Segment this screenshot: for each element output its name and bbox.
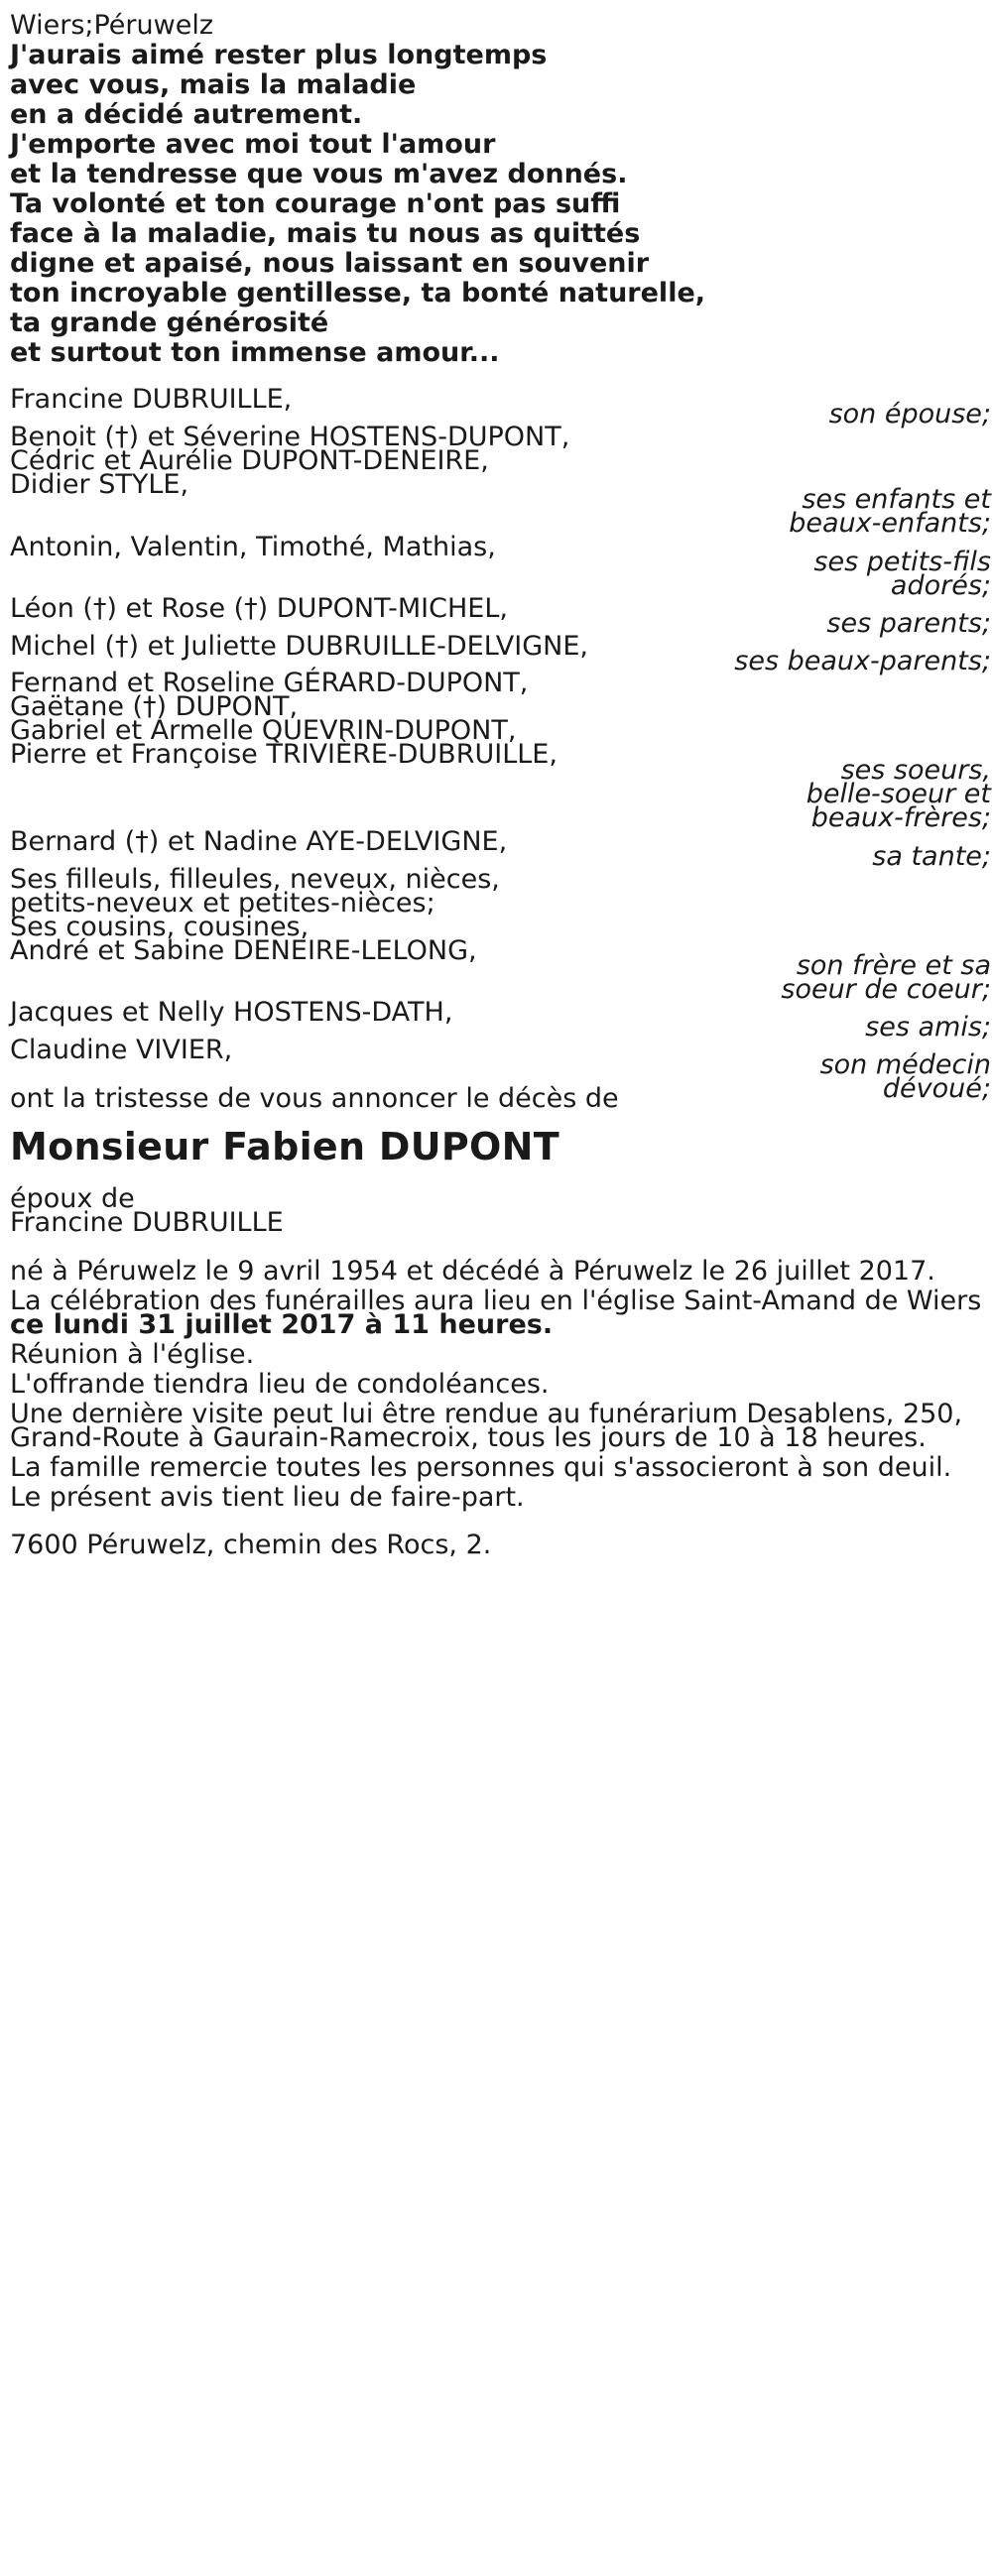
notice-line: Le présent avis tient lieu de faire-part. — [10, 1482, 525, 1513]
family-relation: beaux-frères; — [810, 802, 991, 833]
family-relation: son frère et sa — [796, 950, 991, 981]
family-relation: ses parents; — [826, 608, 991, 639]
thanks-line: La famille remercie toutes les personnes qui s'associeront à son deuil. — [10, 1452, 952, 1483]
family-relation: beaux-enfants; — [789, 508, 991, 539]
spouse-label: époux de — [10, 1183, 135, 1214]
family-relation: belle-soeur et — [806, 779, 991, 809]
poem-line: digne et apaisé, nous laissant en souvenir — [10, 248, 650, 279]
family-name: Bernard (†) et Nadine AYE-DELVIGNE, — [10, 826, 508, 857]
poem-line: en a décidé autrement. — [10, 99, 363, 130]
address: 7600 Péruwelz, chemin des Rocs, 2. — [10, 1530, 492, 1560]
poem-line: ta grande générosité — [10, 307, 329, 338]
family-relation: soeur de coeur; — [781, 974, 991, 1005]
ceremony-line: La célébration des funérailles aura lieu en l'église Saint-Amand de Wiers — [10, 1286, 982, 1316]
family-relation: dévoué; — [882, 1073, 991, 1104]
family-name: Michel (†) et Juliette DUBRUILLE-DELVIGNE, — [10, 631, 589, 662]
poem-line: J'aurais aimé rester plus longtemps — [10, 40, 548, 70]
family-relation: ses petits-fils — [813, 547, 991, 577]
family-name: petits-neveux et petites-nièces; — [10, 888, 435, 919]
family-relation: son médecin — [819, 1049, 991, 1080]
meeting-line: Réunion à l'église. — [10, 1339, 255, 1370]
family-name: Claudine VIVIER, — [10, 1035, 233, 1065]
poem-line: Ta volonté et ton courage n'ont pas suffi — [10, 188, 621, 219]
family-relation: adorés; — [890, 570, 991, 601]
birth-death-line: né à Péruwelz le 9 avril 1954 et décédé à Péruwelz le 26 juillet 2017. — [10, 1256, 935, 1287]
family-name: Francine DUBRUILLE, — [10, 384, 293, 415]
poem-line: et surtout ton immense amour... — [10, 337, 500, 368]
family-relation: ses amis; — [865, 1012, 991, 1043]
announcement-text: ont la tristesse de vous annoncer le décès de — [10, 1083, 619, 1114]
spouse-name: Francine DUBRUILLE — [10, 1207, 284, 1238]
family-name: Gabriel et Armelle QUEVRIN-DUPONT, — [10, 715, 517, 746]
poem-line: J'emporte avec moi tout l'amour — [10, 129, 496, 160]
family-name: Benoit (†) et Séverine HOSTENS-DUPONT, — [10, 422, 570, 452]
location-header: Wiers;Péruwelz — [10, 10, 213, 41]
poem-line: et la tendresse que vous m'avez donnés. — [10, 159, 628, 189]
visit-line: Grand-Route à Gaurain-Ramecroix, tous les jours de 10 à 18 heures. — [10, 1422, 927, 1453]
family-name: Didier STYLE, — [10, 469, 189, 500]
offering-line: L'offrande tiendra lieu de condoléances. — [10, 1369, 550, 1400]
family-relation: ses soeurs, — [840, 755, 991, 786]
family-name: Fernand et Roseline GÉRARD-DUPONT, — [10, 668, 529, 698]
family-relation: son épouse; — [828, 399, 991, 429]
family-relation: ses beaux-parents; — [734, 646, 991, 676]
family-name: Gaëtane (†) DUPONT, — [10, 691, 299, 722]
family-name: Pierre et Françoise TRIVIÈRE-DUBRUILLE, — [10, 739, 558, 770]
poem-line: face à la maladie, mais tu nous as quittés — [10, 218, 641, 249]
family-name: Léon (†) et Rose (†) DUPONT-MICHEL, — [10, 593, 508, 624]
poem-line: avec vous, mais la maladie — [10, 69, 417, 100]
family-name: Cédric et Aurélie DUPONT-DENEIRE, — [10, 445, 489, 476]
ceremony-date: ce lundi 31 juillet 2017 à 11 heures. — [10, 1309, 554, 1340]
deceased-name: Monsieur Fabien DUPONT — [10, 1125, 559, 1168]
family-name: Antonin, Valentin, Timothé, Mathias, — [10, 532, 496, 562]
poem-line: ton incroyable gentillesse, ta bonté naturelle, — [10, 278, 706, 308]
family-relation: ses enfants et — [802, 484, 991, 515]
family-name: Jacques et Nelly HOSTENS-DATH, — [10, 997, 453, 1028]
family-name: Ses filleuls, filleules, neveux, nièces, — [10, 864, 500, 895]
family-name: André et Sabine DENEIRE-LELONG, — [10, 935, 477, 966]
family-relation: sa tante; — [872, 841, 991, 872]
family-name: Ses cousins, cousines, — [10, 912, 310, 942]
visit-line: Une dernière visite peut lui être rendue au funérarium Desablens, 250, — [10, 1399, 963, 1429]
